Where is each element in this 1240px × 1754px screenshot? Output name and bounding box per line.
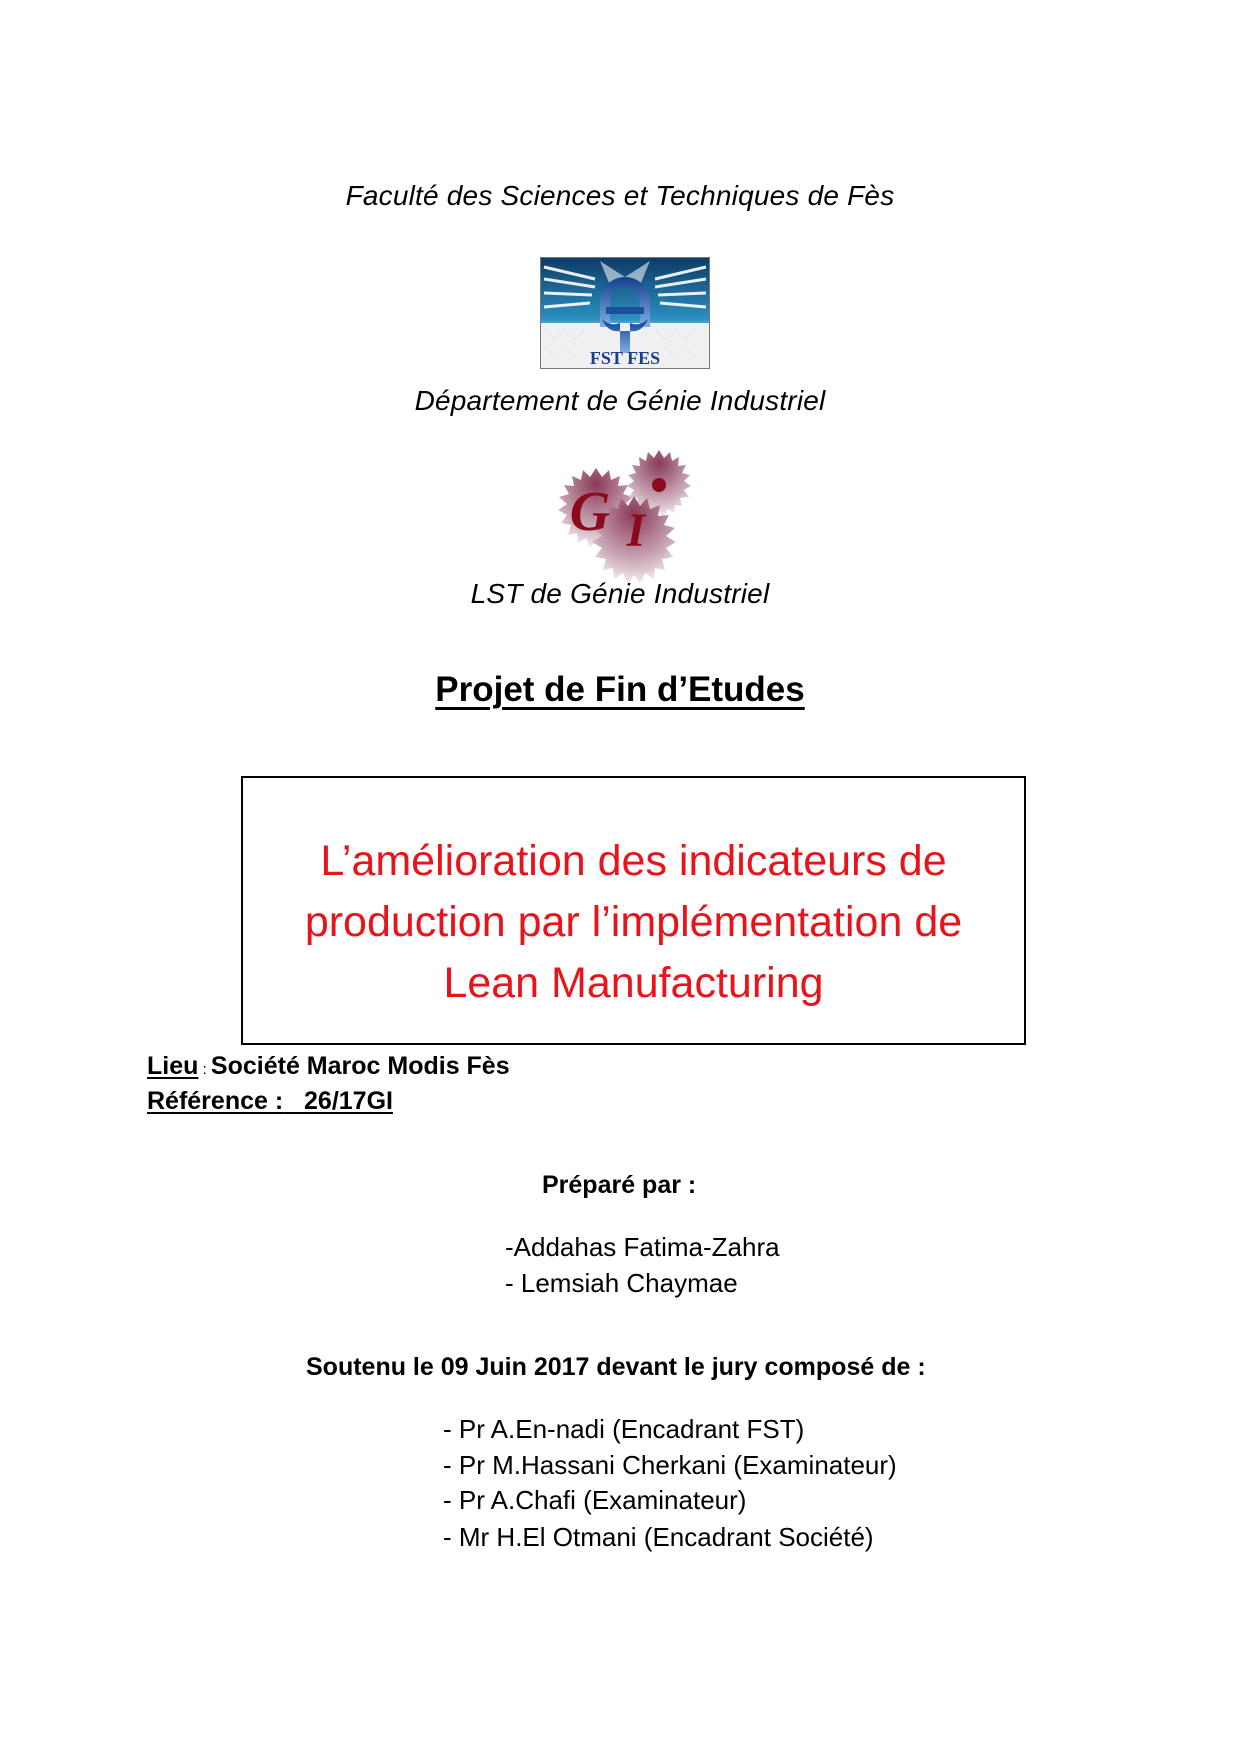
document-type-title: Projet de Fin d’Etudes — [435, 670, 805, 709]
department-name: Département de Génie Industriel — [414, 385, 826, 416]
defense-statement: Soutenu le 09 Juin 2017 devant le jury composé de : — [306, 1353, 926, 1381]
faculty-name: Faculté des Sciences et Techniques de Fès — [345, 180, 895, 211]
gi-logo-letter-g: G — [569, 481, 611, 543]
program-name: LST de Génie Industriel — [470, 578, 770, 609]
jury-member-4: - Mr H.El Otmani (Encadrant Société) — [443, 1522, 874, 1552]
reference-label: Référence : — [147, 1087, 284, 1115]
location-label: Lieu — [147, 1052, 199, 1080]
jury-member-3: - Pr A.Chafi (Examinateur) — [443, 1485, 747, 1515]
jury-member-2: - Pr M.Hassani Cherkani (Examinateur) — [443, 1450, 897, 1480]
gi-gears-logo-icon — [556, 446, 701, 586]
jury-member-1: - Pr A.En-nadi (Encadrant FST) — [443, 1414, 805, 1444]
gi-logo-letter-i: I — [626, 504, 646, 557]
location-value: Société Maroc Modis Fès — [210, 1052, 510, 1080]
prepared-by-label: Préparé par : — [542, 1171, 697, 1199]
thesis-title-box — [241, 776, 1026, 1045]
fst-logo-label: FST FES — [589, 348, 661, 368]
thesis-title-line-1: L’amélioration des indicateurs de — [320, 837, 947, 885]
author-2: - Lemsiah Chaymae — [505, 1268, 738, 1298]
reference-value: 26/17GI — [304, 1087, 393, 1115]
thesis-title — [305, 807, 962, 1014]
location-separator: : — [198, 1061, 211, 1078]
reference-line — [147, 1087, 393, 1116]
thesis-title-line-2: production par l’implémentation de — [304, 898, 963, 946]
fst-fes-logo-icon — [540, 257, 710, 369]
location-line — [147, 1052, 510, 1081]
thesis-title-line-3: Lean Manufacturing — [443, 959, 824, 1007]
reference-spacer — [283, 1087, 304, 1115]
author-1: -Addahas Fatima-Zahra — [505, 1232, 780, 1262]
